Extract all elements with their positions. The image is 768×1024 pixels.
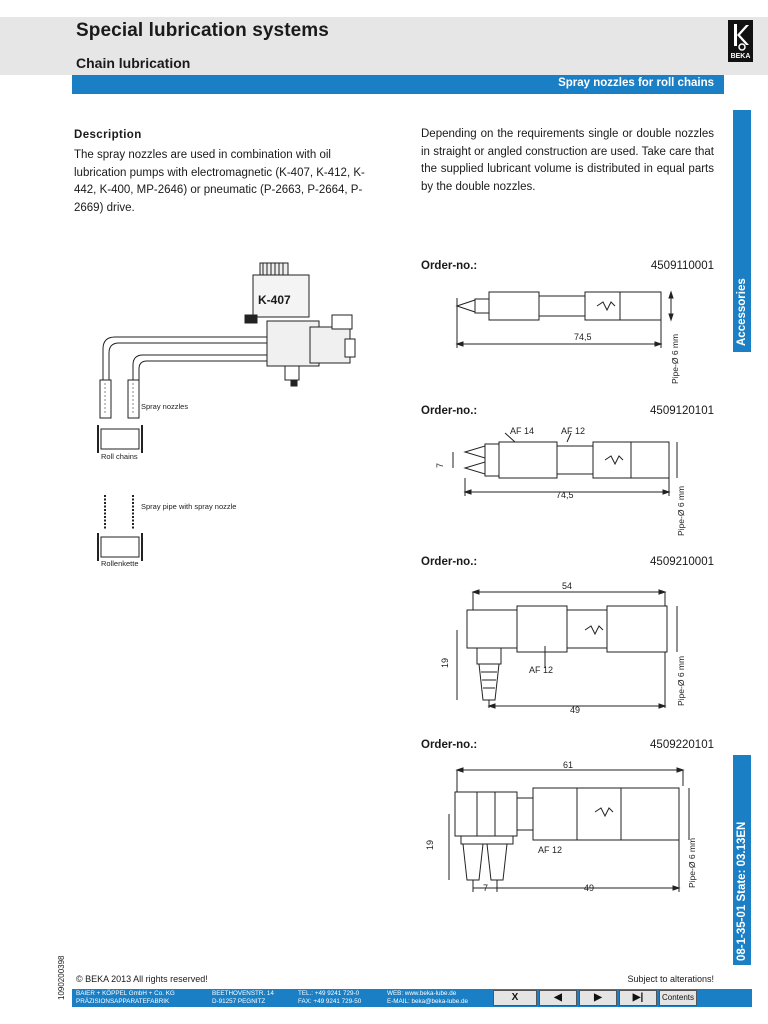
side-tab-accessories-label: Accessories <box>736 278 748 346</box>
contents-button[interactable]: Contents <box>659 990 697 1006</box>
dim-top-3: 54 <box>562 581 573 591</box>
order-label-1: Order-no.: <box>421 260 478 272</box>
dim-pipe-1: Pipe-Ø 6 mm <box>670 333 680 384</box>
side-tab-state-label: 08-1-35-01 State: 03.13EN <box>736 821 748 961</box>
order-number-3: 4509210001 <box>650 556 714 568</box>
caption-rollenkette: Rollenkette <box>101 559 139 568</box>
phone-fax: FAX: +49 9241 729-50 <box>298 998 362 1005</box>
phone-tel: TEL.: +49 9241 729-0 <box>298 990 360 997</box>
order-label-2: Order-no.: <box>421 405 478 417</box>
email-link[interactable]: E-MAIL: beka@beka-lube.de <box>387 998 468 1005</box>
dim-height-2: 7 <box>435 462 445 468</box>
dim-gap-4: 7 <box>483 883 489 893</box>
dim-bottom-3: 49 <box>570 705 581 715</box>
section-title-bar <box>72 75 724 94</box>
beka-logo <box>728 20 753 62</box>
address-street: BEETHOVENSTR. 14 <box>212 990 274 997</box>
dim-height-3: 19 <box>440 657 450 668</box>
section-title: Spray nozzles for roll chains <box>558 77 714 89</box>
dim-length-2: 74,5 <box>556 490 574 500</box>
order-number-1: 4509110001 <box>650 260 714 272</box>
caption-spray-pipe: Spray pipe with spray nozzle <box>141 502 237 511</box>
caption-spray-nozzles: Spray nozzles <box>141 402 189 411</box>
dim-height-4: 19 <box>425 839 435 850</box>
address-city: D-91257 PEGNITZ <box>212 998 266 1005</box>
nozzle-drawing-1 <box>445 278 695 388</box>
dim-pipe-3: Pipe-Ø 6 mm <box>676 655 686 706</box>
requirements-text: Depending on the requirements single or double nozzles in straight or angled construction are used. Take care that the supplied lubricant volume is distributed in equal parts by the double nozzles. <box>421 128 714 193</box>
company-line-1: BAIER + KÖPPEL GmbH + Co. KG <box>76 990 175 997</box>
footer-web[interactable] <box>387 990 468 1006</box>
dim-length-1: 74,5 <box>574 332 592 342</box>
nozzle-drawing-2 <box>445 428 695 538</box>
web-link[interactable]: WEB: www.beka-lube.de <box>387 990 457 997</box>
order-number-2: 4509120101 <box>650 405 714 417</box>
dim-top-4: 61 <box>563 760 574 770</box>
dim-af12-2: AF 12 <box>561 426 586 436</box>
dim-af-3: AF 12 <box>529 665 554 675</box>
footer-phone <box>298 990 361 1006</box>
order-label-3: Order-no.: <box>421 556 478 568</box>
description-text: The spray nozzles are used in combination with oil lubrication pumps with electromagnetic (K-407, K-412, K-442, K-400, MP-2646) or pneumatic (P-2663, P-2664, P-2669) drive. <box>74 149 365 214</box>
dim-bottom-4: 49 <box>584 883 595 893</box>
document-code: 1090200398 <box>57 955 66 1000</box>
page-subtitle: Chain lubrication <box>76 55 191 71</box>
next-page-button[interactable]: ▶ <box>579 990 617 1006</box>
dim-pipe-2: Pipe-Ø 6 mm <box>676 485 686 536</box>
previous-page-button[interactable]: ◀ <box>539 990 577 1006</box>
dim-af-4: AF 12 <box>538 845 563 855</box>
alterations-note: Subject to alterations! <box>627 974 714 984</box>
dim-af14-2: AF 14 <box>510 426 535 436</box>
close-button[interactable]: X <box>493 990 537 1006</box>
last-page-button[interactable]: ▶| <box>619 990 657 1006</box>
side-tab-state <box>733 755 751 965</box>
logo-mark-icon <box>728 20 753 52</box>
company-line-2: PRÄZISIONSAPPARATEFABRIK <box>76 998 170 1005</box>
nozzle-drawing-3 <box>445 588 695 718</box>
order-number-4: 4509220101 <box>650 739 714 751</box>
order-label-4: Order-no.: <box>421 739 478 751</box>
page-title: Special lubrication systems <box>76 20 329 41</box>
description-heading: Description <box>74 129 142 141</box>
nozzle-drawing-4 <box>445 762 695 897</box>
footer-address <box>212 990 274 1006</box>
pump-label: K-407 <box>258 293 291 307</box>
side-tab-accessories[interactable] <box>733 110 751 352</box>
copyright: © BEKA 2013 All rights reserved! <box>76 974 208 984</box>
pump-illustration <box>95 255 365 575</box>
footer-company <box>76 990 175 1006</box>
logo-text: BEKA <box>730 53 751 60</box>
dim-pipe-4: Pipe-Ø 6 mm <box>687 837 697 888</box>
caption-roll-chains: Roll chains <box>101 452 138 461</box>
